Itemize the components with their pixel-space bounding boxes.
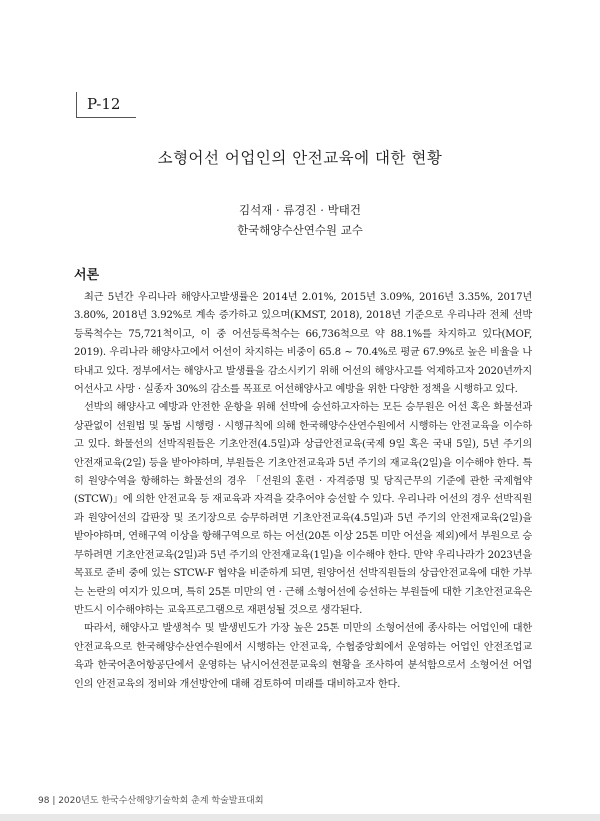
author-affiliation: 한국해양수산연수원 교수 [237, 223, 363, 237]
author-names: 김석재 · 류경진 · 박태건 [239, 203, 361, 217]
page-footer: 98 | 2020년도 한국수산해양기술학회 춘계 학술발표대회 [38, 796, 264, 806]
paragraph: 따라서, 해양사고 발생척수 및 발생빈도가 가장 높은 25톤 미만의 소형어선에 종사하는 어업인에 대한 안전교육으로 한국해양수산연수원에서 시행하는 안전교육, 수협중앙회에서 운영하는 어업인 안전조업교육과 한국어촌어항공단에서 운영하는 낚시어선전문교육의 현황을 조사하여 분석함으로서 소형어선 어업인의 안전교육의 정비와 개선방안에 대해 검토하여 미래를 대비하고자 한다. [74, 623, 532, 690]
section-heading: 서론 [74, 268, 100, 283]
paper-id-label: P-12 [76, 92, 136, 118]
paragraph: 선박의 해양사고 예방과 안전한 운항을 위해 선박에 승선하고자하는 모든 승무원은 어선 혹은 화물선과 상관없이 선원법 및 동법 시행령 · 시행규칙에 의해 한국해양수산연수원에서 시행하는 안전교육을 이수하고 있다. 화물선의 선박직원들은 기초안전(4.5일)과 상급안전교육(국제 9일 혹은 국내 5일), 5년 주기의 안전재교육(2일) 등을 받아야하며, 부원들은 기초안전교육과 5년 주기의 재교육(2일)을 이수해야 한다. 특히 원양수역을 항해하는 화물선의 경우 「선원의 훈련 · 자격증명 및 당직근무의 기준에 관한 국제협약(STCW)」에 의한 안전교육 등 재교육과 자격을 갖추어야 승선할 수 있다. 우리나라 어선의 경우 선박직원과 원양어선의 갑판장 및 조기장으로 승무하려면 기초안전교육(4.5일)과 5년 주기의 안전재교육(2일)을 받아야하며, 연해구역 이상을 항해구역으로 하는 어선(20톤 이상 25톤 미만 어선을 제외)에서 부원으로 승무하려면 기초안전교육(2일)과 5년 주기의 안전재교육(1일)을 이수해야 한다. 만약 우리나라가 2023년을 목표로 준비 중에 있는 STCW-F 협약을 비준하게 되면, 원양어선 선박직원들의 상급안전교육에 대한 가부는 논란의 여지가 있으며, 특히 25톤 미만의 연 · 근해 소형어선에 승선하는 부원들에 대한 기초안전교육은 반드시 이수해야하는 교육프로그램으로 재편성될 것으로 생각된다. [74, 402, 532, 616]
paper-title: 소형어선 어업인의 안전교육에 대한 현황 [157, 149, 443, 167]
body-text [74, 289, 532, 694]
paragraph: 최근 5년간 우리나라 해양사고발생률은 2014년 2.01%, 2015년 3.09%, 2016년 3.35%, 2017년 3.80%, 2018년 3.92%로 계속 증가하고 있으며(KMST, 2018), 2018년 기준으로 우리나라 전체 선박등록척수는 75,721척이고, 이 중 어선등록척수는 66,736척으로 약 88.1%를 차지하고 있다(MOF, 2019). 우리나라 해양사고에서 어선이 차지하는 비중이 65.8 ~ 70.4%로 평균 67.9%로 높은 비율을 나타내고 있다. 정부에서는 해양사고 발생률을 감소시키기 위해 어선의 해양사고를 억제하고자 2020년까지 어선사고 사망 · 실종자 30%의 감소를 목표로 어선해양사고 예방을 위한 다양한 정책을 시행하고 있다. [74, 292, 532, 396]
footer-band [0, 814, 600, 821]
author-block [0, 200, 600, 240]
